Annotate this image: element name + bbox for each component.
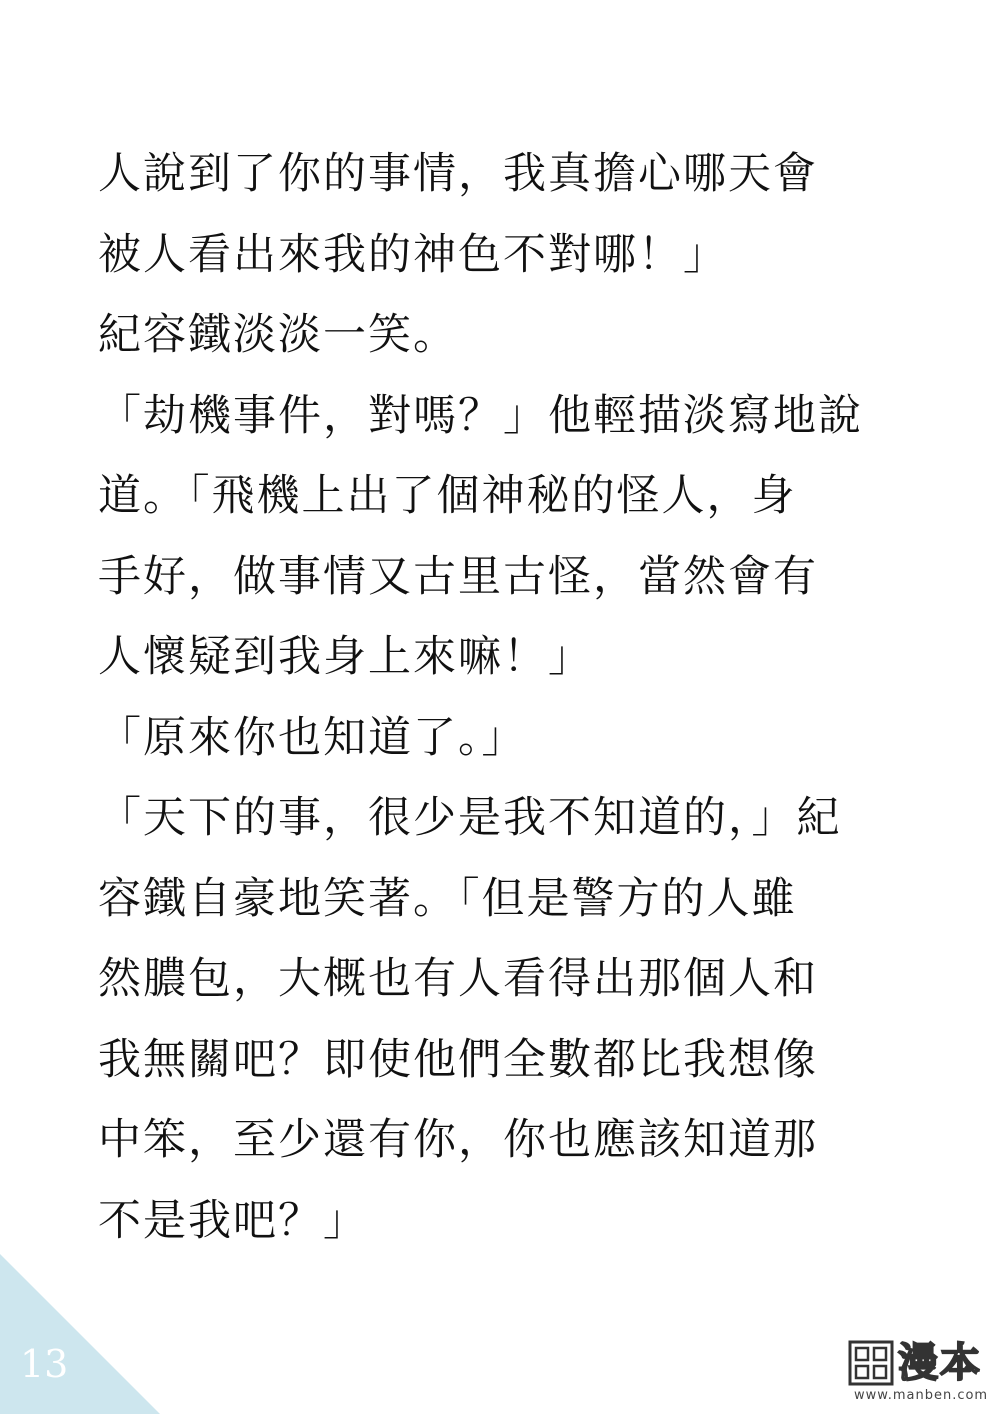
text-line: 我無關吧？即使他們全數都比我想像: [98, 1034, 818, 1085]
text-line: 中笨，至少還有你，你也應該知道那: [98, 1115, 818, 1165]
watermark-url: www.manben.com: [854, 1388, 989, 1403]
page-number: 13: [20, 1342, 69, 1386]
text-line: 手好，做事情又古里古怪，當然會有: [98, 551, 818, 602]
watermark: [848, 1340, 988, 1404]
watermark-logo-text: 漫本: [898, 1340, 982, 1386]
text-line: 人說到了你的事情，我真擔心哪天會: [98, 149, 818, 199]
text-line: 人懷疑到我身上來嘛！」: [98, 632, 593, 682]
text-line: 容鐵自豪地笑著。「但是警方的人雖: [98, 873, 797, 924]
text-line: 道。「飛機上出了個神秘的怪人，身: [98, 471, 797, 521]
text-line: 被人看出來我的神色不對哪！」: [98, 229, 728, 280]
manben-logo-icon: [848, 1340, 894, 1386]
text-line: 紀容鐵淡淡一笑。: [98, 310, 458, 360]
text-line: 「原來你也知道了。」: [98, 712, 527, 763]
text-line: 「劫機事件，對嗎？」他輕描淡寫地說: [98, 390, 863, 441]
text-line: 不是我吧？」: [98, 1195, 368, 1246]
text-line: 「天下的事，很少是我不知道的，」紀: [98, 793, 842, 843]
body-text: [98, 134, 898, 1261]
text-line: 然膿包，大概也有人看得出那個人和: [98, 954, 818, 1004]
page-corner-triangle: [0, 1254, 160, 1414]
